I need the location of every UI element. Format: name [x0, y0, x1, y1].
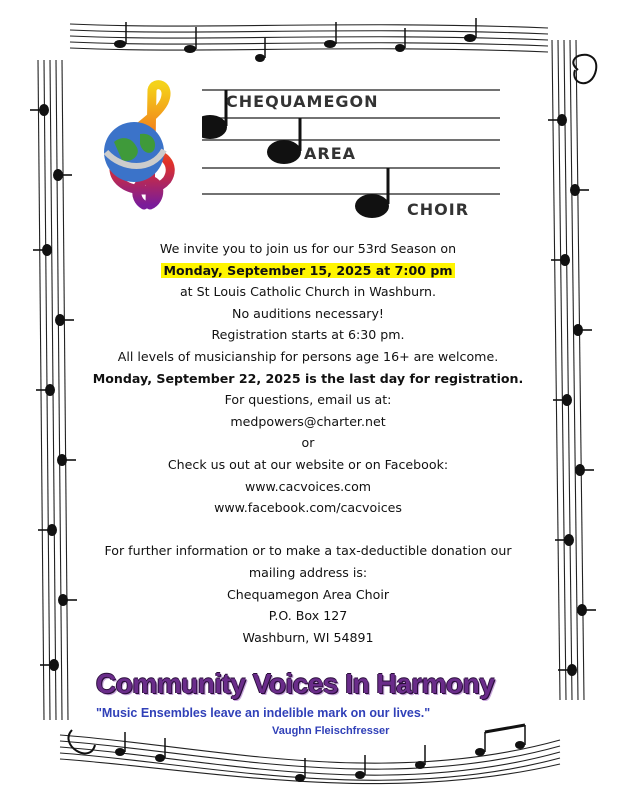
- location-line: at St Louis Catholic Church in Washburn.: [179, 284, 437, 300]
- address-po-box: P.O. Box 127: [268, 608, 348, 624]
- logo-word-choir: CHOIR: [407, 200, 470, 219]
- website-prompt-line: Check us out at our website or on Facebook:: [167, 456, 449, 472]
- spacer: [78, 519, 538, 541]
- no-auditions-line: No auditions necessary!: [232, 305, 384, 321]
- facebook-url: www.facebook.com/cacvoices: [214, 500, 402, 516]
- registration-deadline-line: Monday, September 22, 2025 is the last day for registration.: [92, 370, 524, 386]
- treble-clef-globe-icon: [92, 80, 202, 220]
- mailing-address-label: mailing address is:: [248, 564, 368, 580]
- questions-line: For questions, email us at:: [224, 392, 392, 408]
- eligibility-line: All levels of musicianship for persons age 16+ are welcome.: [117, 348, 499, 364]
- registration-time-line: Registration starts at 6:30 pm.: [211, 327, 405, 343]
- start-date-line: [78, 260, 538, 282]
- logo-word-chequamegon: CHEQUAMEGON: [226, 92, 379, 111]
- website-url: www.cacvoices.com: [244, 478, 372, 494]
- quote-author: Vaughn Fleischfresser: [272, 725, 390, 737]
- announcement-text: [78, 238, 538, 648]
- contact-email: medpowers@charter.net: [230, 413, 386, 429]
- choir-logo: [92, 80, 502, 220]
- start-date-highlight: Monday, September 15, 2025 at 7:00 pm: [163, 262, 453, 278]
- motto-heading: Community Voices In Harmony: [96, 668, 495, 699]
- logo-word-area: AREA: [304, 144, 357, 163]
- address-city: Washburn, WI 54891: [242, 629, 374, 645]
- quote-text: "Music Ensembles leave an indelible mark on our lives.": [96, 706, 431, 720]
- donation-line: For further information or to make a tax-deductible donation our: [104, 543, 512, 559]
- address-name: Chequamegon Area Choir: [226, 586, 390, 602]
- or-line: or: [301, 435, 315, 451]
- invite-line: We invite you to join us for our 53rd Season on: [159, 241, 457, 256]
